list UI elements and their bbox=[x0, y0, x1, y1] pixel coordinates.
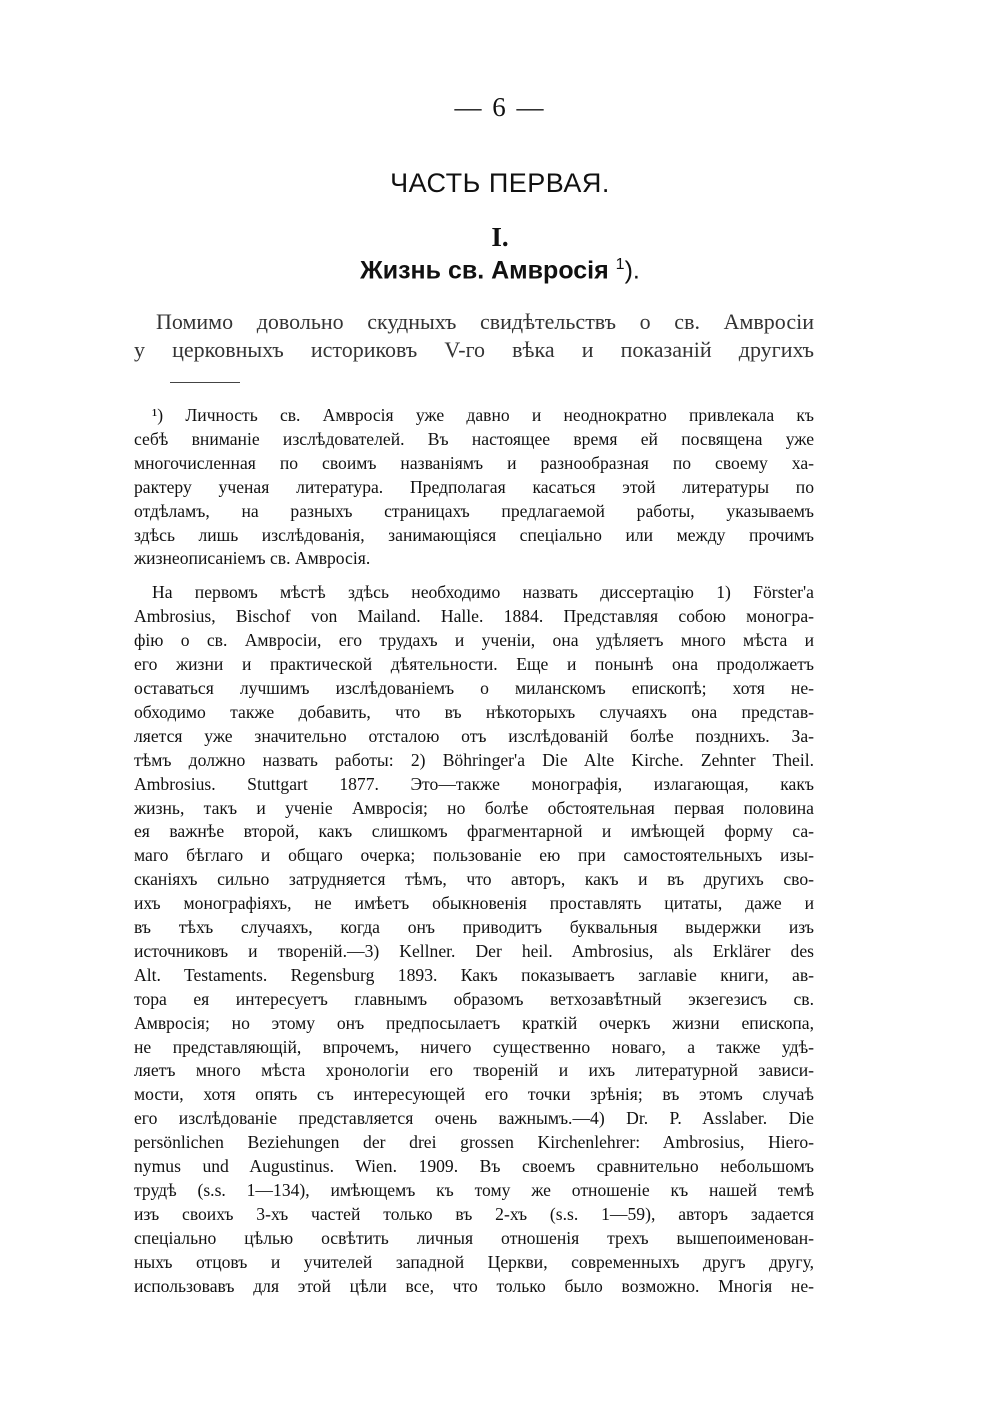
footnote-line: Ambrosius, Bischof von Mailand. Halle. 1884. Представляя собою моногра- bbox=[134, 606, 814, 627]
footnote-line: тѣмъ должно назвать работы: 2) Böhringer'a Die Alte Kirche. Zehnter Theil. bbox=[134, 749, 814, 770]
part-title: ЧАСТЬ ПЕРВАЯ. bbox=[390, 168, 610, 198]
chapter-title-text: Жизнь св. Амвросія bbox=[360, 256, 609, 285]
page-number: — 6 — bbox=[454, 92, 546, 122]
footnote-line: себѣ вниманіе изслѣдователей. Въ настоящее время ей посвящена уже bbox=[134, 428, 814, 449]
footnote-line: отдѣламъ, на разныхъ страницахъ предлагаемой работы, указываемъ bbox=[134, 500, 814, 521]
footnote-line: ныхъ отцовъ и учителей западной Церкви, современныхъ другъ другу, bbox=[134, 1251, 814, 1272]
footnote-line: рактеру ученая литература. Предполагая касаться этой литературы по bbox=[134, 476, 814, 497]
footnote-separator bbox=[170, 382, 240, 383]
footnote-line: его изслѣдованіе представляется очень важнымъ.—4) Dr. P. Asslaber. Die bbox=[134, 1108, 814, 1129]
footnote-line: его жизни и практической дѣятельности. Еще и понынѣ она продолжаетъ bbox=[134, 654, 814, 675]
footnote-line: сканіяхъ сильно затрудняется тѣмъ, что авторъ, какъ и въ другихъ сво- bbox=[134, 869, 814, 890]
footnote-line: не представляющій, впрочемъ, ничего существенно новаго, а также удѣ- bbox=[134, 1036, 814, 1057]
footnote-paragraph-2 bbox=[134, 581, 814, 1298]
main-text-line: у церковныхъ историковъ V-го вѣка и показаній другихъ bbox=[134, 337, 814, 362]
footnote-line: Alt. Testaments. Regensburg 1893. Какъ показываетъ заглавіе книги, ав- bbox=[134, 964, 814, 985]
main-text bbox=[134, 308, 814, 364]
chapter-title bbox=[0, 256, 1000, 285]
footnote-line: жизнь, такъ и ученіе Амвросія; но болѣе обстоятельная первая половина bbox=[134, 797, 814, 818]
footnote-line: обходимо также добавить, что въ нѣкоторыхъ случаяхъ она представ- bbox=[134, 701, 814, 722]
main-text-line: Помимо довольно скудныхъ свидѣтельствъ о св. Амвросіи bbox=[156, 309, 814, 334]
chapter-number: I. bbox=[491, 222, 509, 252]
footnote-line: спеціально цѣлью освѣтить личныя отношенія трехъ вышепоименован- bbox=[134, 1227, 814, 1248]
footnote-reference: 1 bbox=[615, 256, 625, 273]
footnote-line: Ambrosius. Stuttgart 1877. Это—также монографія, излагающая, какъ bbox=[134, 773, 814, 794]
footnote-line: ляется уже значительно отсталою отъ изслѣдованій болѣе позднихъ. За- bbox=[134, 725, 814, 746]
footnote-line: мости, хотя опять съ интересующей его точки зрѣнія; въ этомъ случаѣ bbox=[134, 1084, 814, 1105]
footnote-line: Амвросія; но этому онъ предпосылаетъ краткій очеркъ жизни епископа, bbox=[134, 1012, 814, 1033]
footnote-line: ея важнѣе второй, какъ слишкомъ фрагментарной и имѣющей форму са- bbox=[134, 821, 814, 842]
footnote-line: здѣсь лишь изслѣдованія, занимающіяся спеціально или между прочимъ bbox=[134, 524, 814, 545]
footnote-line: использовавъ для этой цѣли все, что только было возможно. Многія не- bbox=[134, 1275, 814, 1296]
chapter-title-close: ). bbox=[624, 256, 640, 285]
footnote-line: многочисленная по своимъ названіямъ и разнообразная по своему ха- bbox=[134, 452, 814, 473]
footnote-line: nymus und Augustinus. Wien. 1909. Въ своемъ сравнительно небольшомъ bbox=[134, 1156, 814, 1177]
footnote-line: тора ея интересуетъ главнымъ образомъ ветхозавѣтный экзегезисъ св. bbox=[134, 988, 814, 1009]
footnote-line: источниковъ и твореній.—3) Kellner. Der heil. Ambrosius, als Erklärer des bbox=[134, 940, 814, 961]
footnote-line: маго бѣглаго и общаго очерка; пользованіе ею при самостоятельныхъ изы- bbox=[134, 845, 814, 866]
footnote-line: ¹) Личность св. Амвросія уже давно и неоднократно привлекала къ bbox=[152, 405, 814, 425]
footnote bbox=[134, 404, 814, 1299]
footnote-line: оставаться лучшимъ изслѣдованіемъ о миланскомъ епископѣ; хотя не- bbox=[134, 677, 814, 698]
footnote-line: жизнеописаніемъ св. Амвросія. bbox=[134, 548, 371, 569]
footnote-line: фію о св. Амвросіи, его трудахъ и ученіи, она удѣляетъ много мѣста и bbox=[134, 630, 814, 651]
footnote-line: изъ своихъ 3-хъ частей только въ 2-хъ (s.s. 1—59), авторъ задается bbox=[134, 1203, 814, 1224]
footnote-line: ляетъ много мѣста хронологіи его твореній и ихъ литературной зависи- bbox=[134, 1060, 814, 1081]
footnote-line: На первомъ мѣстѣ здѣсь необходимо назвать диссертацію 1) Förster'a bbox=[152, 582, 814, 603]
footnote-line: persönlichen Beziehungen der drei grossen Kirchenlehrer: Ambrosius, Hiero- bbox=[134, 1132, 814, 1153]
footnote-line: трудѣ (s.s. 1—134), имѣющемъ къ тому же отношеніе къ нашей темѣ bbox=[134, 1180, 814, 1200]
footnote-paragraph-1 bbox=[134, 404, 814, 571]
footnote-line: въ тѣхъ случаяхъ, когда онъ приводитъ буквальныя выдержки изъ bbox=[134, 917, 814, 938]
footnote-line: ихъ монографіяхъ, не имѣетъ обыкновенія проставлять цитаты, даже и bbox=[134, 893, 814, 914]
